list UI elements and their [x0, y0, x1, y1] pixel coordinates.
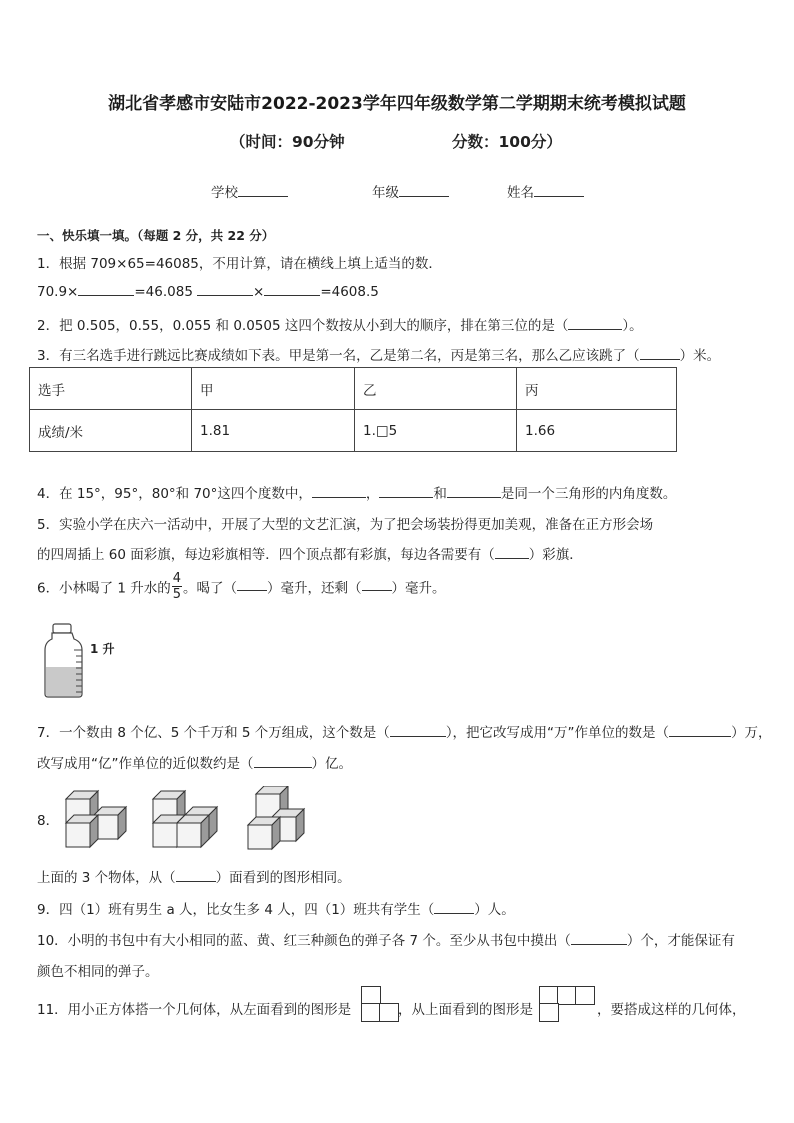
- cube-figure-2: [153, 791, 217, 847]
- question-9-end: ）人。: [474, 902, 515, 918]
- answer-blank[interactable]: [495, 546, 529, 559]
- answer-blank[interactable]: [640, 347, 680, 360]
- school-line: [238, 184, 288, 197]
- question-6: [37, 572, 446, 601]
- page-title: 湖北省孝感市安陆市2022-2023学年四年级数学第二学期期末统考模拟试题: [108, 94, 686, 114]
- answer-blank[interactable]: [379, 485, 433, 498]
- question-8-end: ）面看到的图形相同。: [215, 870, 351, 886]
- grade-label: 年级: [372, 185, 399, 201]
- question-10-line-1: [37, 929, 735, 949]
- question-7-line-2: [37, 752, 352, 772]
- answer-blank[interactable]: [571, 932, 627, 945]
- bottle-label: 1 升: [90, 642, 115, 656]
- question-7-line-1: [37, 721, 772, 741]
- eq-a-left: 70.9×: [37, 284, 79, 300]
- question-3-end: ）米。: [679, 348, 721, 364]
- question-11-text-a: 11．用小正方体搭一个几何体，从左面看到的图形是: [37, 1002, 352, 1018]
- grade-field[interactable]: [372, 181, 449, 201]
- answer-blank[interactable]: [669, 724, 731, 737]
- table-row: [30, 410, 677, 452]
- table-row: [30, 368, 677, 410]
- name-field[interactable]: [507, 181, 584, 201]
- question-9: [37, 898, 515, 918]
- question-6-end: ）毫升。: [391, 580, 446, 597]
- table-cell: 成绩/米: [30, 410, 192, 452]
- section-heading: 一、快乐填一填。（每题 2 分，共 22 分）: [37, 228, 275, 243]
- question-7-wan: ）万，: [731, 725, 772, 741]
- top-view-cell: [575, 986, 595, 1005]
- answer-blank[interactable]: [568, 317, 622, 330]
- answer-blank[interactable]: [312, 485, 366, 498]
- comma-text: ，: [365, 486, 380, 502]
- and-text: 和: [433, 486, 447, 502]
- question-11-text-c: ，要搭成这样的几何体，: [597, 1002, 746, 1018]
- answer-blank[interactable]: [237, 578, 267, 591]
- question-9-text: 9．四（1）班有男生 a 人，比女生多 4 人，四（1）班共有学生（: [37, 902, 435, 918]
- name-label: 姓名: [507, 185, 534, 201]
- table-header-cell: 甲: [192, 368, 355, 410]
- question-2-end: ）。: [622, 318, 643, 334]
- name-line: [534, 184, 584, 197]
- time-label: （时间：90分钟: [230, 133, 345, 151]
- answer-blank[interactable]: [362, 578, 392, 591]
- question-1: 1．根据 709×65=46085，不用计算，请在横线上填上适当的数．: [37, 256, 442, 272]
- answer-blank[interactable]: [176, 869, 216, 882]
- score-label: 分数：100分）: [452, 133, 562, 151]
- school-field[interactable]: [211, 181, 288, 201]
- question-8-number: 8．: [37, 813, 60, 829]
- question-8-text: 上面的 3 个物体，从（: [37, 870, 176, 886]
- question-10-text: 10．小明的书包中有大小相同的蓝、黄、红三种颜色的弹子各 7 个。至少从书包中摸出（: [37, 933, 571, 949]
- question-5-text: 的四周插上 60 面彩旗，每边彩旗相等．四个顶点都有彩旗，每边各需要有（: [37, 547, 495, 563]
- top-view-cell: [539, 1003, 559, 1022]
- table-header-cell: 选手: [30, 368, 192, 410]
- question-7-mid: ），把它改写成用“万”作单位的数是（: [445, 725, 670, 741]
- question-3-text: 3．有三名选手进行跳远比赛成绩如下表。甲是第一名，乙是第二名，丙是第三名，那么乙应该跳了（: [37, 348, 640, 364]
- fraction: [172, 572, 182, 601]
- remaining-text: ）毫升，还剩（: [267, 580, 362, 597]
- eq-a-right: =46.085: [134, 284, 193, 300]
- answer-blank[interactable]: [197, 283, 253, 296]
- question-7-text: 7．一个数由 8 个亿、5 个千万和 5 个万组成，这个数是（: [37, 725, 390, 741]
- question-1-equation-b: [197, 283, 379, 300]
- eq-b-right: =4608.5: [320, 284, 379, 300]
- question-11-text-b: ，从上面看到的图形是: [398, 1002, 533, 1018]
- question-10-mid: ）个，才能保证有: [626, 933, 735, 949]
- answer-blank[interactable]: [254, 755, 312, 768]
- fraction-numerator: 4: [172, 571, 182, 586]
- table-header-cell: 乙: [355, 368, 517, 410]
- question-2-text: 2．把 0.505，0.55，0.055 和 0.0505 这四个数按从小到大的顺序，排在第三位的是（: [37, 318, 569, 334]
- school-label: 学校: [211, 185, 238, 201]
- question-4-end: 是同一个三角形的内角度数。: [500, 486, 677, 502]
- water-bottle-icon: [38, 622, 148, 702]
- table-header-cell: 丙: [517, 368, 677, 410]
- table-cell: 1.66: [517, 410, 677, 452]
- question-5-line-1: 5．实验小学在庆六一活动中，开展了大型的文艺汇演，为了把会场装扮得更加美观，准备在正方形会场: [37, 517, 654, 533]
- drank-text: 。喝了（: [183, 580, 238, 597]
- question-8: [37, 866, 351, 886]
- question-4-text: 4．在 15°，95°，80°和 70°这四个度数中，: [37, 486, 312, 502]
- question-4: [37, 482, 676, 502]
- score-table: [29, 367, 677, 452]
- answer-blank[interactable]: [264, 283, 320, 296]
- grade-line: [399, 184, 449, 197]
- cube-figures: [58, 786, 338, 852]
- answer-blank[interactable]: [434, 901, 474, 914]
- question-6-text: 6．小林喝了 1 升水的: [37, 580, 171, 597]
- question-1-equation-a: [37, 283, 193, 300]
- answer-blank[interactable]: [390, 724, 446, 737]
- top-view-cell: [557, 986, 577, 1005]
- question-10-line-2: 颜色不相同的弹子。: [37, 964, 159, 980]
- question-3: [37, 344, 720, 364]
- question-5-end: ）彩旗．: [528, 547, 583, 563]
- fraction-denominator: 5: [172, 587, 182, 602]
- question-7-end: ）亿。: [311, 756, 352, 772]
- table-cell: 1.□5: [355, 410, 517, 452]
- question-2: [37, 314, 643, 334]
- answer-blank[interactable]: [78, 283, 134, 296]
- table-cell: 1.81: [192, 410, 355, 452]
- left-view-cell: [361, 1003, 381, 1022]
- question-7-text-2: 改写成用“亿”作单位的近似数约是（: [37, 756, 254, 772]
- eq-b-mid: ×: [253, 284, 265, 300]
- question-5-line-2: [37, 543, 583, 563]
- cube-figure-1: [66, 791, 126, 847]
- left-view-cell: [379, 1003, 399, 1022]
- answer-blank[interactable]: [447, 485, 501, 498]
- cube-figure-3: [248, 786, 304, 849]
